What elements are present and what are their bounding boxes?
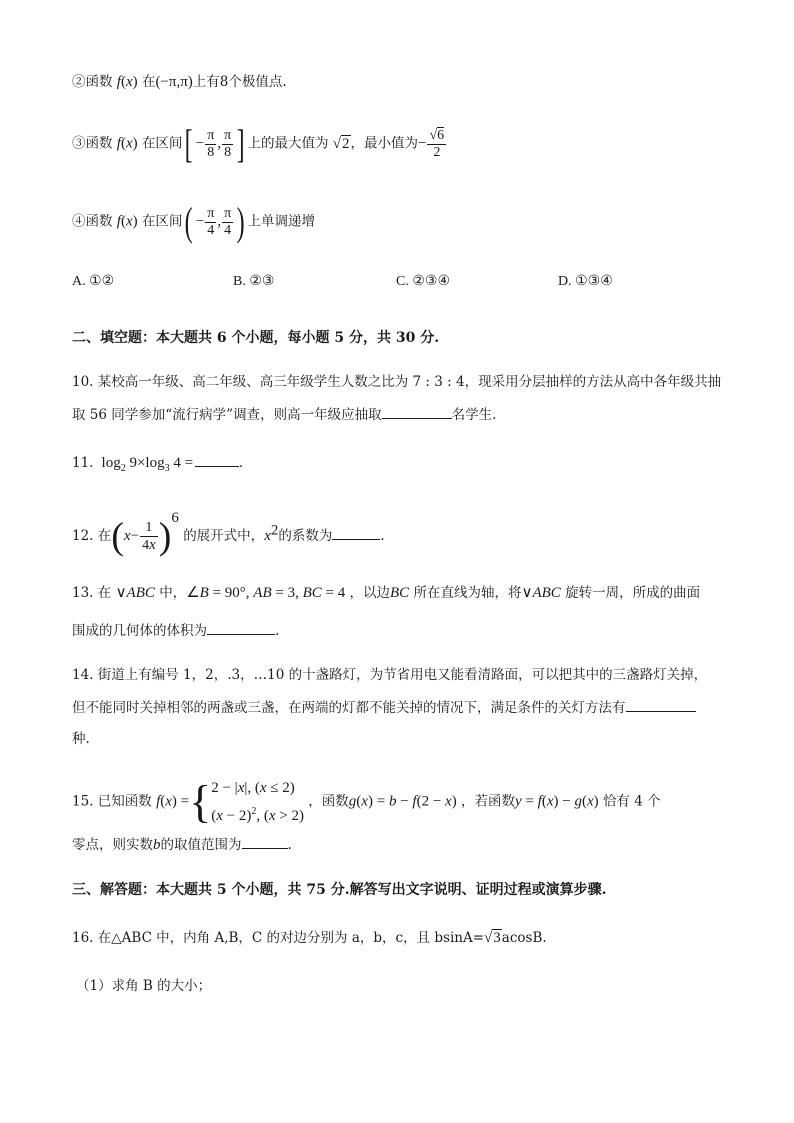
item-3-post2: ，最小值为 [350, 135, 418, 152]
item-3-pre: 函数 [85, 135, 113, 152]
item-2-marker: ② [72, 74, 86, 90]
q11: 11. $\log_2 9\times\log_3$ 4 = . [72, 452, 243, 479]
option-b: B. ②③ [233, 274, 275, 289]
option-a: A. ①② [72, 274, 115, 289]
q10-line2: 取 56 同学参加“流行病学”调查，则高一年级应抽取 名学生. [72, 404, 496, 425]
q15-line2: 零点，则实数b的取值范围为 . [72, 834, 292, 855]
q15-line1: 15. 已知函数 f(x) ={ 2 − |x|, (x ≤ 2) $(x - 2)^2$, (x > 2) ，函数g(x) = b − f(2 − x) ，若函数y = f(x) − g(x) 恰有 4 个 [72, 776, 661, 827]
item-2-mid: 在 [141, 74, 156, 90]
q14-line2: 但不能同时关掉相邻的两盏或三盏，在两端的灯都不能关掉的情况下，满足条件的关灯方法有 [72, 697, 696, 718]
section-3-heading: 三、解答题：本大题共 5 个小题，共 75 分.解答写出文字说明、证明过程或演算步骤. [72, 882, 607, 898]
q15-piecewise: 2 − |x|, (x ≤ 2) $(x - 2)^2$, (x > 2) [211, 780, 304, 824]
frac-sqrt6-over-2: $\frac{√6}{2}$ [429, 127, 445, 160]
q13-line1: 13. 在 ∨ABC 中，∠B = 90°, AB = 3, BC = 4 ，以边BC 所在直线为轴，将∨ABC 旋转一周，所成的曲面 [72, 585, 701, 601]
q11-blank [195, 452, 239, 467]
q14-line1: 14. 街道上有编号 1，2，.3，…10 的十盏路灯，为节省用电又能看清路面，可以把其中的三盏路灯关掉， [72, 667, 708, 683]
q16-line1: 16. 在△ABC 中，内角 A,B，C 的对边分别为 a，b，c，且 bsinA=√3acosB. [72, 930, 547, 946]
q16-part1: （1）求角 B 的大小； [76, 978, 212, 994]
q13-blank [207, 620, 275, 635]
item-2-post: 上有8个极值点. [192, 74, 287, 90]
q12: 12. 在(x− $\frac{1}{4x}$ )$^6$ 的展开式中，$x^2$的系数为 . [72, 510, 385, 558]
item-4-pre: 函数 [85, 213, 113, 230]
q15-blank [242, 834, 288, 849]
frac-pi-over-8: $\frac{\pi}{8}$ [224, 127, 232, 160]
sqrt-2: √2 [332, 135, 350, 152]
item-4-marker: ④ [72, 213, 86, 230]
item-3: ③函数 f(x) 在区间[ − $\frac{\pi}{8}$ , $\frac{\pi}{8}$ ] 上的最大值为 √2，最小值为− $\frac{√6}{2}$ [72, 121, 445, 166]
item-2-pre: 函数 [85, 74, 113, 90]
q10-line1: 10. 某校高一年级、高二年级、高三年级学生人数之比为 7 : 3 : 4，现采用分层抽样的方法从高中各年级共抽 [72, 374, 722, 390]
item-3-mid: 在区间 [141, 135, 183, 152]
frac-neg-pi-over-4: $\frac{\pi}{4}$ [207, 205, 215, 238]
frac-pi-over-4: $\frac{\pi}{4}$ [224, 205, 232, 238]
section-2-heading: 二、填空题：本大题共 6 个小题，每小题 5 分，共 30 分. [72, 330, 440, 346]
item-3-post: 上的最大值为 [247, 135, 329, 152]
option-c: C. ②③④ [396, 274, 450, 289]
option-d: D. ①③④ [558, 274, 613, 289]
q13-line2: 围成的几何体的体积为 . [72, 620, 279, 641]
item-4-mid: 在区间 [141, 213, 183, 230]
item-3-marker: ③ [72, 135, 86, 152]
q10-blank [382, 404, 452, 419]
sqrt-3: √3 [484, 930, 501, 946]
q11-expression: $\log_2 9\times\log_3$ 4 = [97, 455, 194, 474]
q14-line3: 种. [72, 731, 90, 747]
frac-neg-pi-over-8: $\frac{\pi}{8}$ [207, 127, 215, 160]
q14-blank [626, 697, 696, 712]
item-2: ②函数 f(x) 在(−π,π)上有8个极值点. [72, 74, 287, 90]
item-4: ④函数 f(x) 在区间( − $\frac{\pi}{4}$ , $\frac{\pi}{4}$ ) 上单调递增 [72, 199, 315, 244]
q12-blank [332, 525, 380, 540]
item-2-interval: (−π,π) [155, 74, 193, 90]
item-4-post: 上单调递增 [247, 213, 315, 230]
frac-1-over-4x: $\frac{1}{4x}$ [142, 519, 156, 553]
